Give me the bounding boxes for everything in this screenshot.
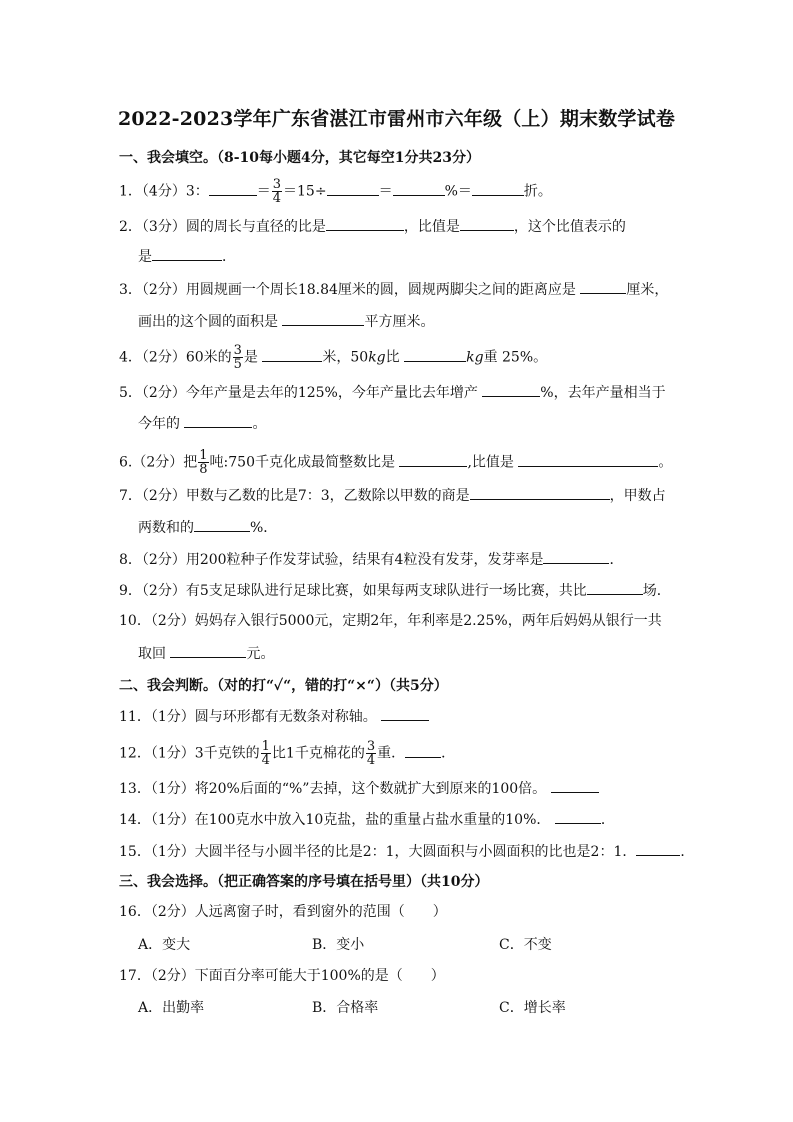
answer-blank[interactable] bbox=[587, 580, 643, 595]
question-2-cont: 是 ． bbox=[138, 246, 236, 267]
question-3: 3．（2分）用圆规画一个周长18.84厘米的圆，圆规两脚尖之间的距离应是 厘米， bbox=[119, 279, 668, 300]
question-17: 17．（2分）下面百分率可能大于100%的是（ ） bbox=[119, 968, 445, 984]
option-a[interactable]: A．出勤率 bbox=[138, 1000, 205, 1016]
question-5: 5．（2分）今年产量是去年的125%，今年产量比去年增产 %，去年产量相当于 bbox=[119, 382, 666, 403]
section-heading-judge: 二、我会判断。（对的打“✓“，错的打“×“）（共5分） bbox=[119, 678, 448, 694]
option-c[interactable]: C．不变 bbox=[499, 937, 552, 953]
section-heading-fill: 一、我会填空。（8-10每小题4分，其它每空1分共23分） bbox=[119, 150, 480, 166]
section-heading-choice: 三、我会选择。（把正确答案的序号填在括号里）（共10分） bbox=[119, 874, 489, 890]
question-11: 11．（1分）圆与环形都有无数条对称轴。 bbox=[119, 706, 429, 727]
question-7-cont: 两数和的 %． bbox=[138, 517, 277, 538]
fraction: $\frac{1}{4}$ bbox=[261, 739, 270, 768]
answer-blank[interactable] bbox=[381, 706, 429, 721]
question-1: 1．（4分）3： ＝ $\frac{3}{4}$ ＝15÷ ＝ %＝ 折。 bbox=[119, 177, 552, 206]
answer-blank[interactable] bbox=[405, 743, 441, 758]
question-15: 15．（1分）大圆半径与小圆半径的比是2：1，大圆面积与小圆面积的比也是2：1． ． bbox=[119, 841, 694, 862]
question-14: 14．（1分）在100克水中放入10克盐，盐的重量占盐水重量的10%． ． bbox=[119, 809, 615, 830]
answer-blank[interactable] bbox=[399, 452, 467, 467]
answer-blank[interactable] bbox=[518, 452, 658, 467]
question-16: 16．（2分）人远离窗子时，看到窗外的范围（ ） bbox=[119, 904, 447, 920]
question-13: 13．（1分）将20%后面的“%”去掉，这个数就扩大到原来的100倍。 bbox=[119, 778, 599, 799]
answer-blank[interactable] bbox=[404, 347, 466, 362]
question-8: 8．（2分）用200粒种子作发芽试验，结果有4粒没有发芽，发芽率是 ． bbox=[119, 549, 623, 570]
question-5-cont: 今年的 。 bbox=[138, 413, 266, 434]
question-7: 7．（2分）甲数与乙数的比是7：3，乙数除以甲数的商是 ，甲数占 bbox=[119, 485, 666, 506]
fraction: $\frac{3}{4}$ bbox=[366, 739, 376, 768]
answer-blank[interactable] bbox=[209, 181, 257, 196]
answer-blank[interactable] bbox=[551, 778, 599, 793]
answer-blank[interactable] bbox=[460, 216, 514, 231]
answer-blank[interactable] bbox=[184, 413, 252, 428]
answer-blank[interactable] bbox=[170, 643, 246, 658]
answer-blank[interactable] bbox=[326, 216, 404, 231]
answer-blank[interactable] bbox=[152, 246, 222, 261]
answer-blank[interactable] bbox=[472, 181, 524, 196]
answer-blank[interactable] bbox=[470, 485, 610, 500]
question-9: 9．（2分）有5支足球队进行足球比赛，如果每两支球队进行一场比赛，共比 场． bbox=[119, 580, 671, 601]
question-2: 2．（3分）圆的周长与直径的比是 ，比值是 ，这个比值表示的 bbox=[119, 216, 626, 237]
question-6: 6.（2分）把 $\frac{1}{8}$ 吨:750千克化成最简整数比是 ,比值是 。 bbox=[119, 448, 673, 477]
answer-blank[interactable] bbox=[555, 809, 601, 824]
question-3-cont: 画出的这个圆的面积是 平方厘米。 bbox=[138, 311, 434, 332]
option-b[interactable]: B．变小 bbox=[312, 937, 365, 953]
answer-blank[interactable] bbox=[543, 549, 609, 564]
fraction: $\frac{1}{8}$ bbox=[199, 448, 208, 477]
question-10-cont: 取回 元。 bbox=[138, 643, 274, 664]
fraction: $\frac{3}{5}$ bbox=[233, 343, 242, 372]
question-10: 10．（2分）妈妈存入银行5000元，定期2年，年利率是2.25%，两年后妈妈从银行一共 bbox=[119, 613, 662, 629]
answer-blank[interactable] bbox=[282, 311, 364, 326]
fraction: $\frac{3}{4}$ bbox=[272, 177, 282, 206]
option-c[interactable]: C．增长率 bbox=[499, 1000, 566, 1016]
answer-blank[interactable] bbox=[636, 841, 680, 856]
option-b[interactable]: B．合格率 bbox=[312, 1000, 379, 1016]
answer-blank[interactable] bbox=[393, 181, 445, 196]
answer-blank[interactable] bbox=[262, 347, 322, 362]
question-4: 4．（2分）60米的 $\frac{3}{5}$ 是 米，50kg比 kg重 25%。 bbox=[119, 343, 548, 372]
page-title: 2022-2023学年广东省湛江市雷州市六年级（上）期末数学试卷 bbox=[117, 108, 676, 130]
question-12: 12．（1分）3千克铁的 $\frac{1}{4}$ 比1千克棉花的 $\frac{3}{4}$ 重． ． bbox=[119, 739, 456, 768]
answer-blank[interactable] bbox=[194, 517, 250, 532]
answer-blank[interactable] bbox=[580, 279, 626, 294]
answer-blank[interactable] bbox=[327, 181, 379, 196]
answer-blank[interactable] bbox=[482, 382, 540, 397]
option-a[interactable]: A．变大 bbox=[138, 937, 191, 953]
